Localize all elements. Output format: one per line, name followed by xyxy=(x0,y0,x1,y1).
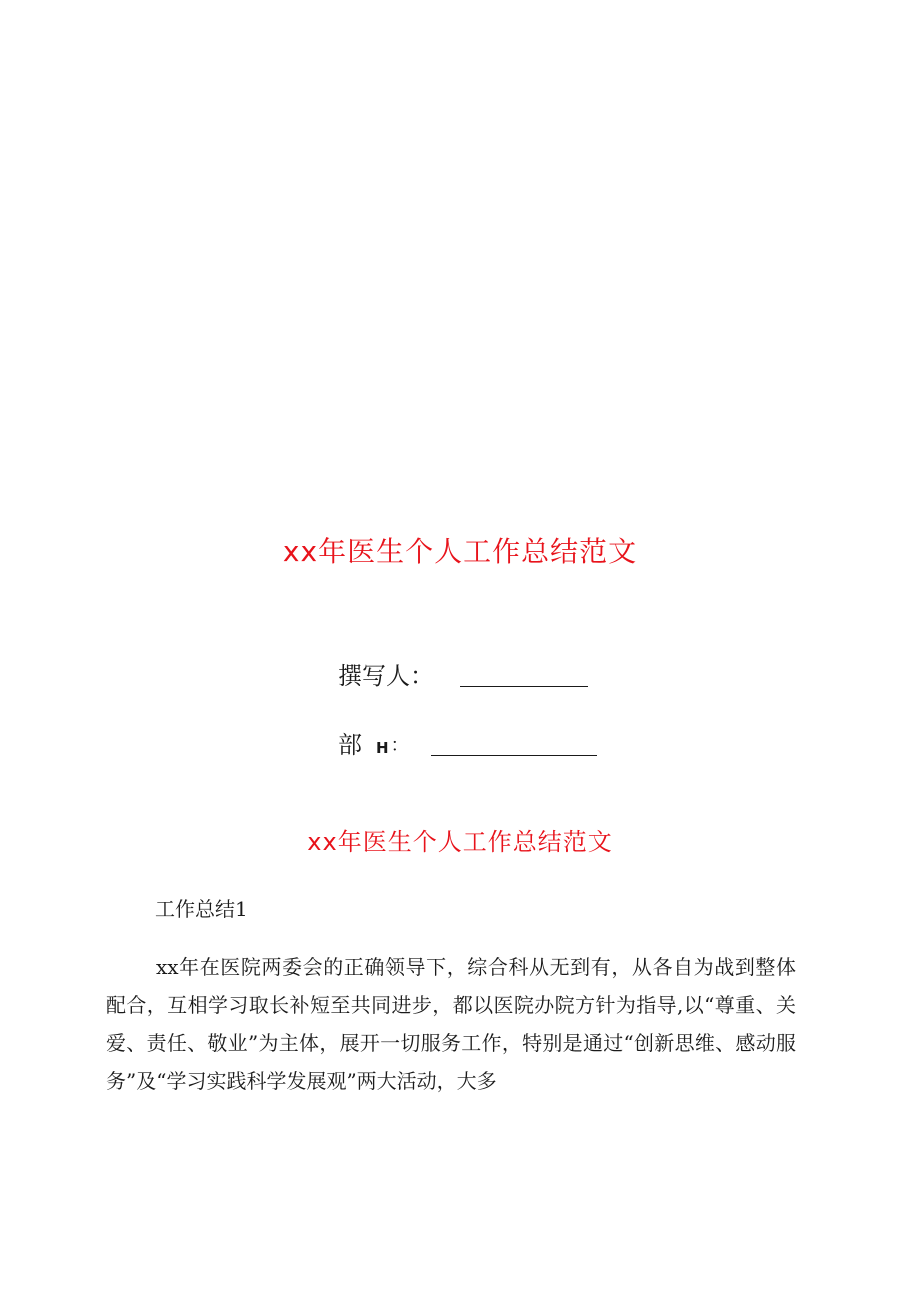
department-label-suffix: H xyxy=(376,739,389,757)
author-label: 撰写人： xyxy=(338,662,434,690)
author-field xyxy=(338,656,588,691)
department-field xyxy=(338,725,597,760)
cover-title: xx年医生个人工作总结范文 xyxy=(282,535,638,568)
section-heading: 工作总结1 xyxy=(155,897,248,921)
body-paragraph: xx年在医院两委会的正确领导下，综合科从无到有，从各自为战到整体配合，互相学习取长补短至共同进步，都以医院办院方针为指导,以“尊重、关爱、责任、敬业”为主体，展开一切服务工作，特别是通过“创新思维、感动服务”及“学习实践科学发展观”两大活动，大多 xyxy=(106,955,796,1093)
document-title: xx年医生个人工作总结范文 xyxy=(307,828,613,856)
department-blank-line xyxy=(431,735,597,756)
department-label-colon: ： xyxy=(390,735,409,756)
author-blank-line xyxy=(460,666,588,687)
department-label: 部 xyxy=(338,731,362,759)
